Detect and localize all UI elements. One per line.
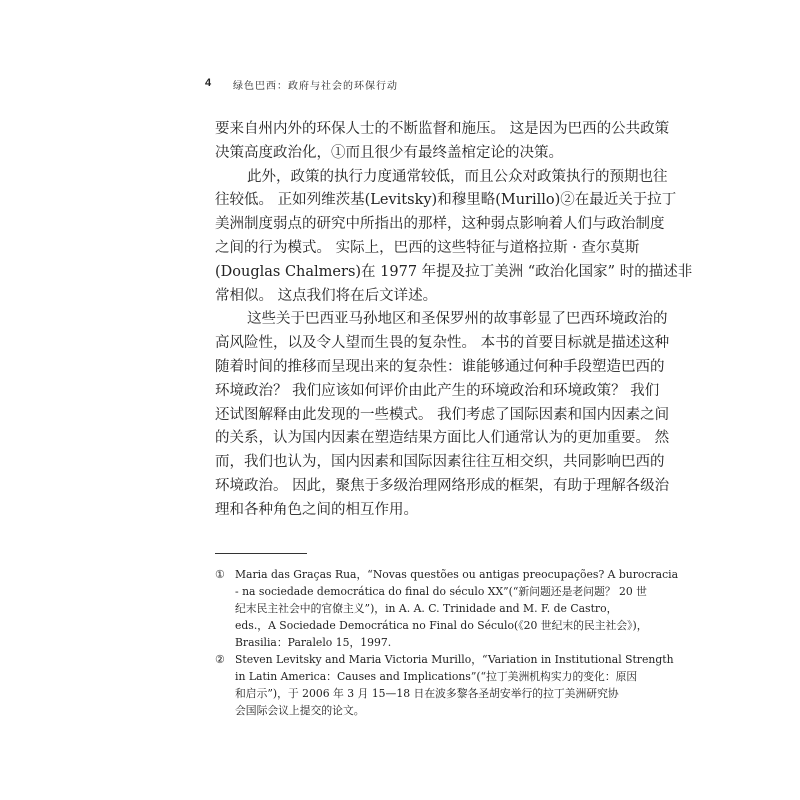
footnote (215, 566, 679, 651)
text-line: 要来自州内外的环保人士的不断监督和施压。 这是因为巴西的公共政策 (215, 121, 670, 137)
text-line: 环境政治。 因此，聚焦于多级治理网络形成的框架，有助于理解各级治 (215, 477, 670, 494)
paragraph (215, 166, 693, 309)
footnote-line: 和启示”)，于 2006 年 3 月 15—18 日在波多黎各圣胡安举行的拉丁美洲研究协 (235, 687, 619, 700)
text-line: 随着时间的推移而呈现出来的复杂性：谁能够通过何种手段塑造巴西的 (215, 358, 665, 375)
text-line: 还试图解释由此发现的一些模式。 我们考虑了国际因素和国内因素之间 (215, 406, 670, 423)
footnote-line: 会国际会议上提交的论文。 (235, 704, 365, 717)
footnote-line: in Latin America：Causes and Implications”(“拉丁美洲机构实力的变化：原因 (235, 670, 638, 683)
footnote-line: Steven Levitsky and Maria Victoria Murillo，“Variation in Institutional Strength (235, 653, 674, 666)
text-line: 之间的行为模式。 实际上，巴西的这些特征与道格拉斯 · 查尔莫斯 (215, 239, 640, 256)
text-line: 往较低。 正如列维茨基(Levitsky)和穆里略(Murillo)②在最近关于拉丁 (215, 192, 677, 209)
text-line: 这些关于巴西亚马孙地区和圣保罗州的故事彰显了巴西环境政治的 (247, 311, 668, 328)
body-text (215, 118, 693, 523)
footnote-line: - na sociedade democrática do final do século XX”(“新问题还是老问题？ 20 世 (235, 585, 647, 598)
text-line: 环境政治？ 我们应该如何评价由此产生的环境政治和环境政策？ 我们 (215, 382, 660, 399)
footnote-line: 纪末民主社会中的官僚主义”)，in A. A. C. Trinidade and M. F. de Castro， (235, 602, 618, 615)
page-number: 4 (205, 77, 212, 89)
text-line: 而，我们也认为，国内因素和国际因素往往互相交织，共同影响巴西的 (215, 454, 665, 471)
text-line: 常相似。 这点我们将在后文详述。 (215, 287, 438, 304)
footnote-line: Brasilia：Paralelo 15，1997. (235, 636, 392, 649)
paragraph (215, 118, 670, 166)
footnote-line: Maria das Graças Rua，“Novas questões ou antigas preocupações? A burocracia (235, 568, 679, 581)
text-line: 美洲制度弱点的研究中所指出的那样，这种弱点影响着人们与政治制度 (215, 216, 665, 233)
text-line: 决策高度政治化，①而且很少有最终盖棺定论的决策。 (215, 144, 563, 161)
paragraph (215, 308, 670, 522)
text-line: 高风险性，以及令人望而生畏的复杂性。 本书的首要目标就是描述这种 (215, 335, 670, 352)
running-title: 绿色巴西：政府与社会的环保行动 (233, 81, 398, 92)
footnote-marker: ① (215, 568, 225, 581)
footnote (215, 651, 674, 719)
text-line: 理和各种角色之间的相互作用。 (215, 501, 418, 518)
text-line: (Douglas Chalmers)在 1977 年提及拉丁美洲 “政治化国家” 时的描述非 (215, 263, 693, 280)
footnote-divider (215, 553, 307, 554)
text-line: 此外，政策的执行力度通常较低，而且公众对政策执行的预期也往 (247, 168, 668, 185)
footnote-marker: ② (215, 653, 225, 666)
footnote-line: eds.，A Sociedade Democrática no Final do Século(《20 世纪末的民主社会》)， (235, 619, 648, 632)
footnotes (215, 566, 679, 719)
text-line: 的关系，认为国内因素在塑造结果方面比人们通常认为的更加重要。 然 (215, 430, 670, 447)
